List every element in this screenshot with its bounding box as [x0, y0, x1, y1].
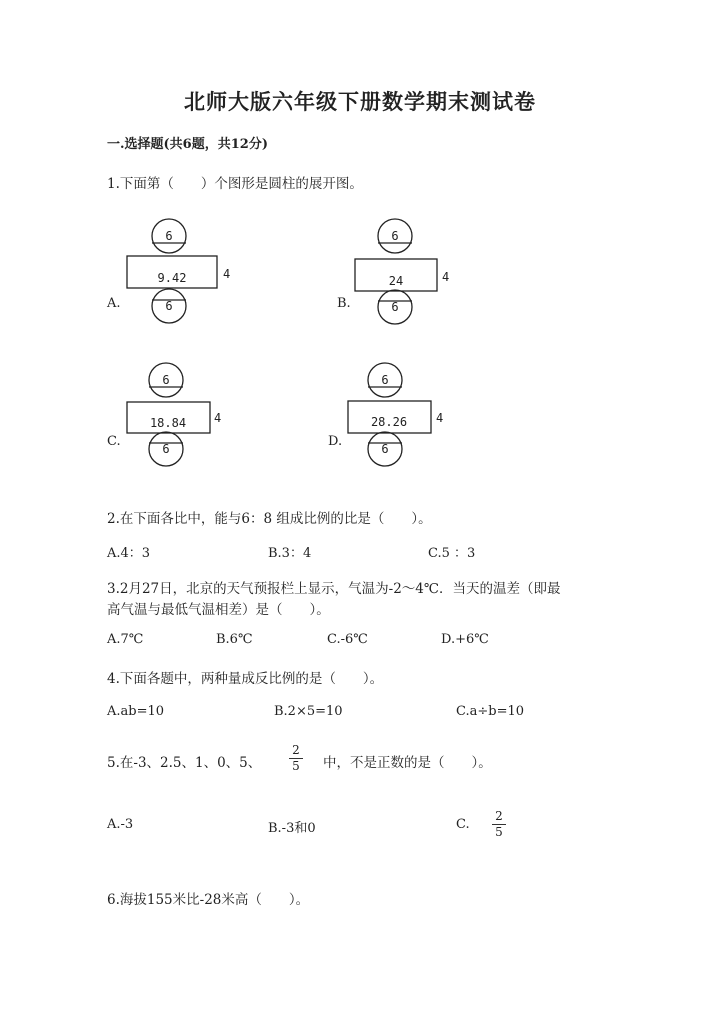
- q2-option-c[interactable]: C.5 ：3: [428, 546, 476, 561]
- fraction-numerator: 2: [292, 743, 300, 757]
- q4-option-b[interactable]: B.2×5=10: [274, 704, 343, 719]
- net-top-label: 6: [165, 229, 173, 243]
- q1-option-a-net: [122, 218, 232, 330]
- net-top-label: 6: [381, 373, 389, 387]
- q1-option-d-net: [343, 362, 458, 470]
- net-rect-label: 9.42: [157, 271, 187, 285]
- question-5-suffix: 中，不是正数的是（ ）。: [323, 755, 492, 771]
- q1-option-c-net: [122, 362, 232, 470]
- fraction-denominator: 5: [495, 825, 503, 839]
- net-bottom-label: 6: [381, 442, 389, 456]
- q2-option-a[interactable]: A.4：3: [107, 546, 151, 561]
- net-side-label: 4: [223, 267, 231, 281]
- q1-option-d-label[interactable]: D.: [328, 434, 343, 449]
- question-1-text: 1.下面第（ ）个图形是圆柱的展开图。: [107, 176, 363, 192]
- net-rect-label: 28.26: [370, 415, 408, 429]
- net-bottom-label: 6: [165, 299, 173, 313]
- q5-option-c-fraction: [492, 810, 506, 839]
- q1-option-c-label[interactable]: C.: [107, 434, 121, 449]
- net-rect-label: 24: [388, 274, 404, 288]
- net-side-label: 4: [214, 411, 222, 425]
- question-4-text: 4.下面各题中，两种量成反比例的是（ ）。: [107, 671, 384, 687]
- fraction-denominator: 5: [292, 759, 300, 773]
- q5-option-b[interactable]: B.-3和0: [268, 821, 316, 836]
- q1-option-a-label[interactable]: A.: [107, 296, 121, 311]
- q3-option-c[interactable]: C.-6℃: [327, 632, 368, 647]
- net-bottom-label: 6: [391, 300, 399, 314]
- net-rect-label: 18.84: [149, 416, 187, 430]
- net-side-label: 4: [436, 411, 444, 425]
- q3-option-a[interactable]: A.7℃: [107, 632, 144, 647]
- net-bottom-label: 6: [162, 442, 170, 456]
- net-side-label: 4: [442, 270, 450, 284]
- q1-option-b-label[interactable]: B.: [337, 296, 351, 311]
- q4-option-a[interactable]: A.ab=10: [107, 704, 165, 719]
- question-5-prefix: 5.在-3、2.5、1、0、5、: [107, 755, 262, 771]
- net-top-label: 6: [162, 373, 170, 387]
- fraction-numerator: 2: [495, 809, 503, 823]
- question-3-line-2: 高气温与最低气温相差）是（ ）。: [107, 602, 330, 618]
- question-5-fraction: [289, 744, 303, 773]
- q1-option-b-net: [350, 218, 460, 330]
- q3-option-b[interactable]: B.6℃: [216, 632, 253, 647]
- section-heading: 一.选择题(共6题，共12分): [107, 137, 268, 152]
- question-2-text: 2.在下面各比中，能与6：8 组成比例的比是（ ）。: [107, 511, 432, 527]
- q2-option-b[interactable]: B.3：4: [268, 546, 312, 561]
- question-6-text: 6.海拔155米比-28米高（ ）。: [107, 892, 310, 908]
- q4-option-c[interactable]: C.a÷b=10: [456, 704, 525, 719]
- q5-option-c[interactable]: C.: [456, 817, 470, 832]
- q5-option-a[interactable]: A.-3: [107, 817, 134, 832]
- net-top-label: 6: [391, 229, 399, 243]
- question-3-line-1: 3.2月27日，北京的天气预报栏上显示，气温为-2～4℃．当天的温差（即最: [107, 581, 561, 597]
- page-title: 北师大版六年级下册数学期末测试卷: [184, 89, 536, 114]
- q3-option-d[interactable]: D.+6℃: [441, 632, 489, 647]
